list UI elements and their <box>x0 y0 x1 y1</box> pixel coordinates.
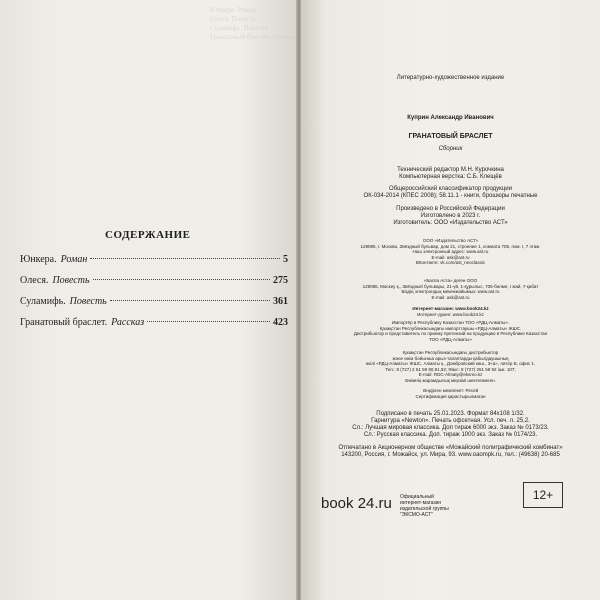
classifier-title: Общероссийский классификатор продукции <box>389 186 512 192</box>
book24-logo: book 24.ru <box>321 495 392 512</box>
toc-entry <box>20 275 288 296</box>
toc-entry <box>20 296 288 317</box>
author-name: Куприн Александр Иванович <box>407 115 494 121</box>
distrib-line: Қазақстан Республикасындағы дистрибьютор <box>402 350 499 355</box>
distrib-line: Өнімнің жарамдылық мерзімі шектелмеген. <box>405 377 496 383</box>
publisher-line: ООО «Издательство АСТ» <box>422 238 479 243</box>
bleed-line: Олеся. Повесть <box>210 15 257 23</box>
importer-line: Қазақстан Республикасындағы импорттаушы «РДЦ-Алматы» ЖШС. <box>379 325 522 331</box>
importer-line: ТОО «РДЦ-Алматы» <box>429 336 472 342</box>
toc-entry-page: 423 <box>273 317 288 328</box>
distrib-line: өкілі «РДЦ-Алматы» ЖШС, Алматы қ., Домбровский көш., 3«а», литер Б, офис 1. <box>365 361 536 366</box>
kz-line: Біздің электрондық мекенжайымыз: www.ast.ru <box>401 289 500 294</box>
toc-entry-title: Юнкера. <box>20 254 57 265</box>
print-series-2: Сл.: Русская классика. Доп. тираж 1000 экз. Заказ № 0174/23. <box>363 432 538 438</box>
toc-entry-page: 361 <box>273 296 288 307</box>
book-subtitle: Сборник <box>438 146 463 152</box>
kz-publisher-block <box>301 278 600 300</box>
publisher-line: Наш электронный адрес: www.ast.ru <box>412 249 489 254</box>
toc-title: СОДЕРЖАНИЕ <box>105 229 191 241</box>
toc-entry-genre: Роман <box>60 254 88 265</box>
classifier-code: ОК-034-2014 (КПЕС 2008); 58.11.1 - книги, брошюры печатные <box>363 193 538 199</box>
kz-line: E-mail: ask@ast.ru <box>431 294 470 300</box>
tech-editor: Технический редактор М.Н. Курочкина <box>397 167 504 173</box>
distrib-line: Тел.: 8 (727) 2 51 59 90,91,92; Факс: 8 (727) 251 59 92 ішк. 107; <box>385 366 516 372</box>
internet-shop-kz: Интернет-дүкен: www.book24.kz <box>417 312 484 317</box>
toc-entry-title: Суламифь. <box>20 296 66 307</box>
bleed-line: Суламифь. Повесть <box>210 24 269 32</box>
importer-line: Дистрибьютор и представитель по приему претензий на продукцию в Республике Казахстан <box>353 331 548 336</box>
country-of-origin: Өндірген мемлекет: Ресей <box>422 388 479 393</box>
print-signed: Подписано в печать 25.01.2023. Формат 84x108 1/32. <box>376 411 525 417</box>
internet-shop: Интернет-магазин: www.book24.kz <box>412 306 489 311</box>
importer-line: Импортёр в Республику Казахстан ТОО «РДЦ-Алматы». <box>391 320 510 325</box>
distributor-block <box>301 350 600 383</box>
logo-desc-line: интернет-магазин <box>400 500 442 506</box>
made-year: Изготовлено в 2023 г. <box>420 213 481 219</box>
toc-entry-title: Гранатовый браслет. <box>20 317 108 328</box>
publisher-line: 129085, г. Москва, Звёздный бульвар, дом 21, строение 1, комната 705, пом. I, 7 этаж. <box>360 243 541 249</box>
toc-leader-dots <box>110 300 270 301</box>
toc-entry-genre: Повесть <box>69 296 107 307</box>
certification: Сертификация қарастырылмаған <box>415 394 486 399</box>
logo-description <box>400 494 480 518</box>
importer-block <box>301 320 600 342</box>
toc-entry-title: Олеся. <box>20 275 49 286</box>
print-typeface: Гарнитура «Newton». Печать офсетная. Усл. печ. л. 25,2. <box>371 418 530 424</box>
kz-line: «Баспа Аста» деген ООО <box>423 278 478 283</box>
bleed-through-text <box>210 6 298 96</box>
left-page <box>0 0 298 600</box>
distrib-line: E-mail: RDC-Almaty@eksmo.kz <box>418 372 483 377</box>
made-in: Произведено в Российской Федерации <box>396 206 505 212</box>
layout-editor: Компьютерная верстка: С.Б. Клещёв <box>399 174 502 180</box>
bleed-line: Гранатовый браслет. Рассказ <box>210 33 296 41</box>
toc-entry-genre: Повесть <box>52 275 90 286</box>
print-series-1: Сл.: Лучшая мировая классика. Доп тираж 6000 экз. Заказ № 0173/23. <box>352 425 549 431</box>
logo-desc-line: "ЭКСМО-АСТ" <box>400 512 433 518</box>
logo-desc-line: Официальный <box>400 494 434 500</box>
toc-leader-dots <box>147 321 270 322</box>
publisher-line: ВКонтакте: vk.com/ast_neoclassic <box>415 260 486 265</box>
distrib-line: және өнім бойынша арыз-талаптарды қабылдаушының <box>392 355 509 361</box>
toc-entry-page: 5 <box>283 254 288 265</box>
age-rating-badge: 12+ <box>523 482 563 508</box>
edition-type: Литературно-художественное издание <box>396 75 505 81</box>
book-title: ГРАНАТОВЫЙ БРАСЛЕТ <box>408 133 493 140</box>
bleed-line: Юнкера. Роман <box>210 6 256 14</box>
printing-house: Отпечатано в Акционерном обществе «Можайский полиграфический комбинат» <box>338 445 563 451</box>
toc-entry <box>20 254 288 275</box>
manufacturer: Изготовитель: ООО «Издательство АСТ» <box>393 220 508 226</box>
toc-leader-dots <box>93 279 270 280</box>
toc-entry <box>20 317 288 338</box>
toc-entry-page: 275 <box>273 275 288 286</box>
table-of-contents <box>20 254 288 338</box>
kz-line: 129085, Мәскеу қ., Звёздный бульвары, 21-үй, 1-құрылыс, 705-бөлме, I жай, 7-қабат <box>362 283 539 289</box>
printing-address: 143200, Россия, г. Можайск, ул. Мира, 93. www.oaompk.ru, тел.: (49638) 20-685 <box>341 452 560 458</box>
publisher-block <box>301 238 600 266</box>
publisher-line: E-mail: ask@ast.ru <box>431 254 470 260</box>
logo-desc-line: издательской группы <box>400 506 449 512</box>
toc-entry-genre: Рассказ <box>111 317 145 328</box>
toc-leader-dots <box>90 258 280 259</box>
